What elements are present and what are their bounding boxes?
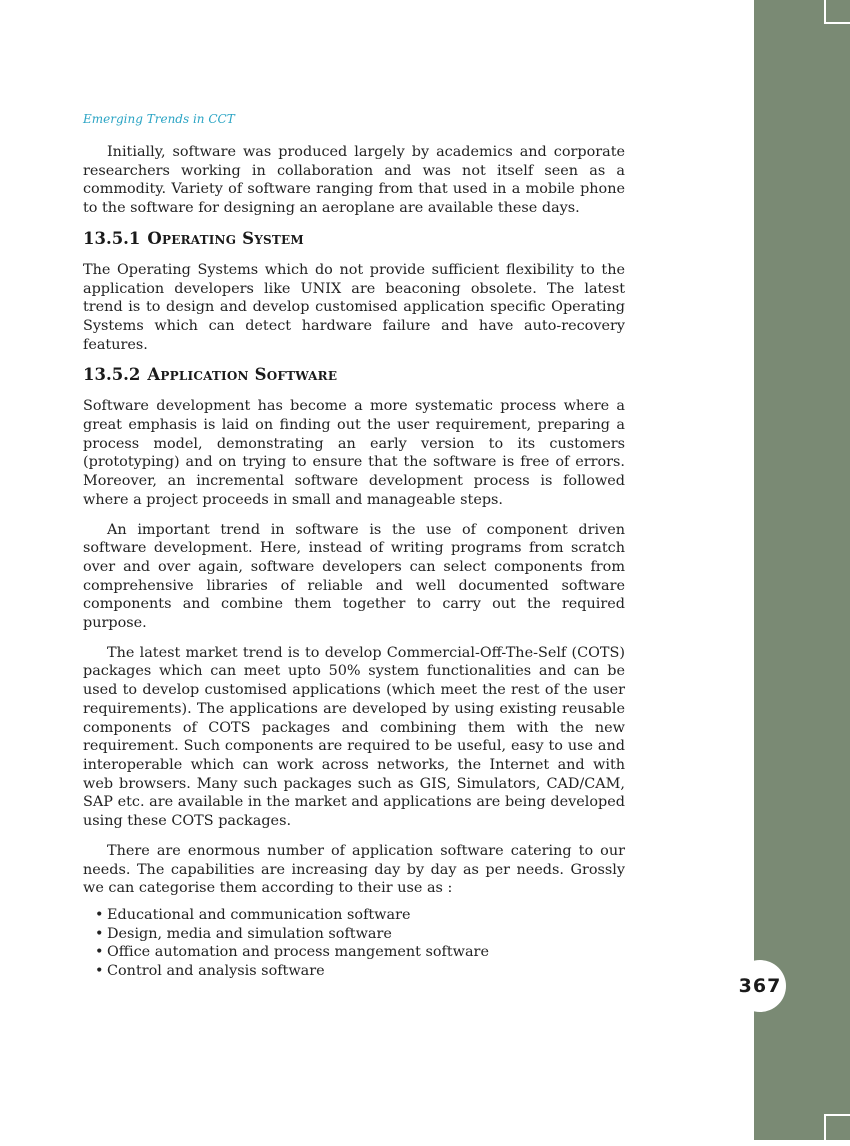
paragraph: An important trend in software is the use of component driven software development. Here, instead of writing programs from scratch over and over again, software developers can select components from comprehensive libraries of reliable and well documented software components and combine them together to carry out the required purpose. [83, 521, 625, 632]
list-item-text: Design, media and simulation software [107, 925, 392, 942]
crop-mark-top [824, 0, 850, 24]
bullet-list [83, 906, 625, 981]
intro-paragraph: Initially, software was produced largely by academics and corporate researchers working in collaboration and was not itself seen as a commodity. Variety of software ranging from that used in a mobile phone to the software for designing an aeroplane are available these days. [83, 144, 625, 217]
page-body [83, 143, 625, 981]
section-title: Operating System [147, 228, 304, 248]
list-item-text: Educational and communication software [107, 906, 411, 923]
paragraph: Software development has become a more systematic process where a great emphasis is laid on finding out the user requirement, preparing a process model, demonstrating an early version to its customers (prototyping) and on trying to ensure that the software is free of errors. Moreover, an incremental software development process is followed where a project proceeds in small and manageable steps. [83, 398, 625, 508]
paragraph: The latest market trend is to develop Commercial-Off-The-Self (COTS) packages which can meet upto 50% system functionalities and can be used to develop customised applications (which meet the rest of the user requirements). The applications are developed by using existing reusable components of COTS packages and combining them with the new requirement. Such components are required to be useful, easy to use and interoperable which can work across networks, the Internet and with web browsers. Many such packages such as GIS, Simulators, CAD/CAM, SAP etc. are available in the market and applications are being developed using these COTS packages. [83, 644, 625, 830]
list-item [95, 962, 625, 981]
operating-system-paragraph: The Operating Systems which do not provide sufficient flexibility to the application developers like UNIX are beaconing obsolete. The latest trend is to design and develop customised application specific Operating Systems which can detect hardware failure and have auto-recovery features. [83, 261, 625, 353]
bullet-icon: • [95, 963, 104, 980]
paragraph: There are enormous number of application software catering to our needs. The capabilities are increasing day by day as per needs. Grossly we can categorise them according to their use as : [83, 842, 625, 897]
list-item [95, 925, 625, 944]
section-title: Application Software [147, 365, 338, 385]
section-number: 13.5.2 [83, 365, 141, 385]
crop-mark-bottom [824, 1114, 850, 1146]
section-number: 13.5.1 [83, 228, 141, 248]
page-number: 367 [734, 960, 786, 1012]
list-item [95, 943, 625, 962]
section-heading-application-software [83, 365, 625, 385]
list-item-text: Office automation and process mangement software [107, 944, 489, 961]
section-heading-operating-system [83, 229, 625, 249]
running-head: Emerging Trends in CCT [83, 112, 235, 126]
list-item [95, 906, 625, 925]
list-item-text: Control and analysis software [107, 963, 325, 980]
bullet-icon: • [95, 906, 104, 923]
bullet-icon: • [95, 944, 104, 961]
bullet-icon: • [95, 925, 104, 942]
